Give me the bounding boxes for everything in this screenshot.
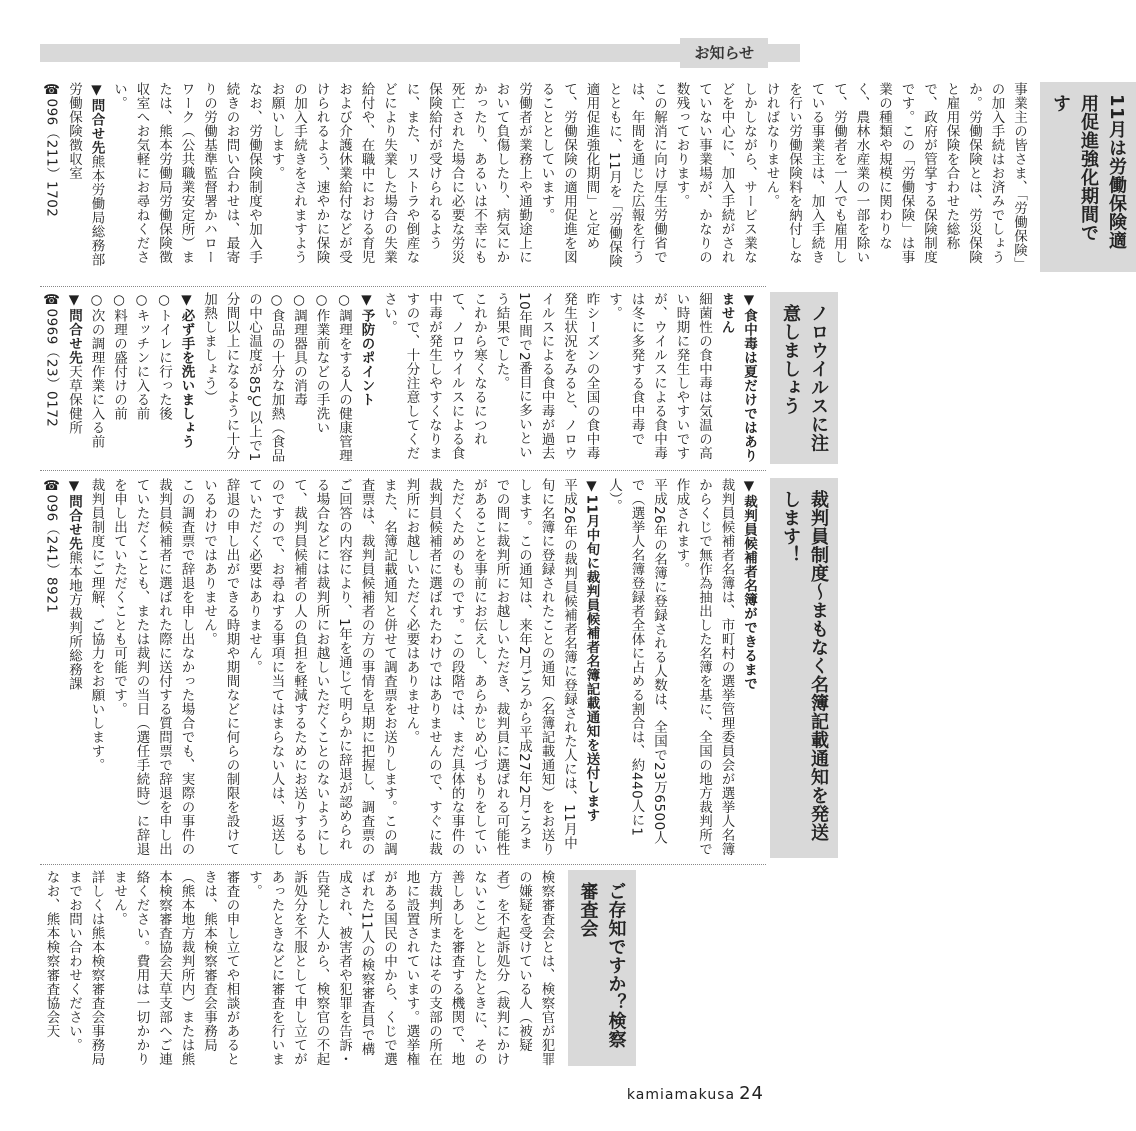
paragraph: 労働者が業務上や通勤途上において負傷したり、病気にかかったり、あるいは不幸にも死亡された場合に必要な労災保険給付が受けられるように、また、リストラや倒産などにより失業した場合の失業給付や、在職中における育児および介護休業給付などが受けられるよう、速やかに保険の加入手続きをされますようお願いします。 xyxy=(268,82,532,264)
subheading: ▼11月中旬に裁判員候補者名簿記載通知を送付します xyxy=(583,478,600,823)
paragraph: なお、労働保険制度や加入手続きのお問い合わせは、最寄りの労働基準監督署かハローワーク（公共職業安定所）または、熊本労働局労働保険徴収室へお気軽にお尋ねください。 xyxy=(111,82,262,264)
paragraph: 審査の申し立てや相談があるときは、熊本検察審査会事務局（熊本地方裁判所内）または熊本検察審査協会天草支部へご連絡ください。費用は一切かかりません。 xyxy=(111,870,240,1066)
section-divider xyxy=(40,864,766,865)
paragraph: 裁判員制度にご理解、ご協力をお願いします。 xyxy=(88,478,105,772)
paragraph: この調査票で辞退を申し出なかった場合でも、実際の事件の裁判員候補者に選ばれた際に送付する質問票で辞退を申し出ていただくことも、または裁判の当日（選任手続時）に辞退を申し出ていただくことも可能です。 xyxy=(111,478,195,856)
article-rodohoken xyxy=(40,82,1127,272)
section-divider xyxy=(40,286,766,287)
paragraph: 詳しくは熊本検察審査会事務局までお問い合わせください。 xyxy=(66,870,105,1066)
paragraph: 細菌性の食中毒は気温の高い時期に発生しやすいですが、ウイルスによる食中毒は冬に多発する食中毒です。 xyxy=(606,292,712,460)
header-label: お知らせ xyxy=(680,38,768,68)
article-kensatsu xyxy=(40,870,766,1066)
list-item: ○調理をする人の健康管理 xyxy=(336,292,352,463)
paragraph: これから寒くなるにつれて、ノロウイルスによる食中毒が発生しやすくなりますので、十分注意してください。 xyxy=(381,292,487,460)
article-title: 11月は労働保険適用促進強化期間です xyxy=(1040,82,1136,272)
page-number: 24 xyxy=(739,1083,764,1104)
contact-phone: ☎096（211）1702 xyxy=(43,82,60,218)
contact-label: ▼問合せ先 xyxy=(66,292,82,365)
article-rodohoken-text xyxy=(40,82,1136,272)
page-footer xyxy=(627,1083,764,1104)
paragraph: 平成26年の裁判員候補者名簿に登録された人には、11月中旬に名簿に登録されたことの通知（名簿記載通知）をお送りします。この通知は、来年2月ごろから平成27年2月ころまでの間に裁判所にお越しいただき、裁判員に選ばれる可能性があることを事前にお伝えし、あらかじめ心づもりをしていただくためのものです。この段階では、まだ具体的な事件の裁判員候補者に選ばれたわけではありませんので、すぐに裁判所にお越しいただく必要はありません。 xyxy=(403,478,577,856)
contact-phone: ☎096（241）8921 xyxy=(43,478,60,614)
paragraph: 辞退の申し出ができる時期や期間などに何らの制限を設けているわけではありません。 xyxy=(201,478,240,856)
section-divider xyxy=(40,470,766,471)
subheading: ▼食中毒は夏だけではありません xyxy=(718,292,757,463)
list-item: ○料理の盛付けの前 xyxy=(111,292,127,421)
list-item: ○次の調理作業に入る前 xyxy=(88,292,105,449)
paragraph: 検察審査会とは、検察官が犯罪の嫌疑を受けている人（被疑者）を不起訴処分（裁判にかけないこと）としたときに、その善しあしを審査する機関で、地方裁判所またはその支部の所在地に設置されています。選挙権がある国民の中から、くじで選ばれた11人の検察審査員で構成され、被害者や犯罪を告訴・告発した人から、検察官の不起訴処分を不服として申し立てがあったときなどに審査を行います。 xyxy=(246,870,555,1066)
subheading: ▼裁判員候補者名簿ができるまで xyxy=(741,478,757,691)
paragraph: 昨シーズンの全国の食中毒発生状況をみると、ノロウイルスによる食中毒が過去10年間で2番目に多いという結果でした。 xyxy=(493,292,600,460)
list-item: ○キッチンに入る前 xyxy=(133,292,150,421)
paragraph: しかしながら、サービス業などを中心に、加入手続がされていない事業場が、かなりの数残っております。 xyxy=(673,82,757,264)
subheading: ▼必ず手を洗いましょう xyxy=(178,292,195,449)
paragraph: 平成26年の名簿に登録される人数は、全国で23万6500人で（選挙人名簿登録者全体に占める割合は、約440人に1人）。 xyxy=(606,478,667,845)
site-name: kamiamakusa xyxy=(626,1087,736,1103)
list-item: ○作業前などの手洗い xyxy=(313,292,330,435)
list-item: ○食品の十分な加熱（食品の中心温度が85℃以上で1分間以上になるように十分加熱しましょう） xyxy=(201,292,285,463)
paragraph: また、名簿記載通知と併せて調査票をお送りします。この調査票は、裁判員候補者の方の事情を早期に把握し、調査票のご回答の内容により、1年を通じて明らかに辞退が認められる場合などには裁判所にお越しいただくことのないようにして、裁判員候補者の人の負担を軽減するためにお送りするものですので、お尋ねする事項に当てはまらない人は、返送していただく必要はありません。 xyxy=(246,478,397,856)
paragraph: 事業主の皆さま、「労働保険」の加入手続はお済みでしょうか。労働保険とは、労災保険と雇用保険を合わせた総称で、政府が管掌する保険制度です。この「労働保険」は事業の種類や規模に関わりなく、農林水産業の一部を除いて、労働者を一人でも雇用している事業主は、加入手続きを行い労働保険料を納付しなければなりません。 xyxy=(763,82,1027,272)
article-title: ご存知ですか？検察審査会 xyxy=(568,870,636,1066)
paragraph: なお、熊本検察審査協会天 xyxy=(43,870,60,1038)
contact-name: 熊本地方裁判所総務課 xyxy=(66,550,82,691)
contact-name: 天草保健所 xyxy=(66,364,82,435)
article-norovirus-text xyxy=(40,292,838,464)
article-title: ノロウイルスに注意しましょう xyxy=(770,292,838,464)
contact-name: 熊本労働局総務部労働保険徴収室 xyxy=(66,82,105,267)
article-norovirus xyxy=(40,292,829,464)
paragraph: この解消に向け厚生労働省では、年間を通じた広報を行うとともに、11月を「労働保険適用促進強化期間」と定めて、労働保険の適用促進を図ることとしています。 xyxy=(538,82,667,269)
article-title: 裁判員制度〜まもなく名簿記載通知を発送します！ xyxy=(770,478,838,858)
contact-label: ▼問合せ先 xyxy=(66,478,82,551)
article-saibanin-text xyxy=(40,478,838,858)
list-item: ○調理器具の消毒 xyxy=(291,292,307,407)
paragraph: 裁判員候補者名簿は、市町村の選挙管理委員会が選挙人名簿からくじで無作為抽出した名簿を基に、全国の地方裁判所で作成されます。 xyxy=(673,478,735,856)
contact-label: ▼問合せ先 xyxy=(88,82,105,155)
subheading: ▼予防のポイント xyxy=(358,292,375,407)
contact-phone: ☎0969（23）0172 xyxy=(43,292,60,428)
article-kensatsu-text xyxy=(40,870,636,1066)
page-header xyxy=(0,38,800,68)
article-saibanin xyxy=(40,478,829,858)
list-item: ○トイレに行った後 xyxy=(156,292,172,421)
